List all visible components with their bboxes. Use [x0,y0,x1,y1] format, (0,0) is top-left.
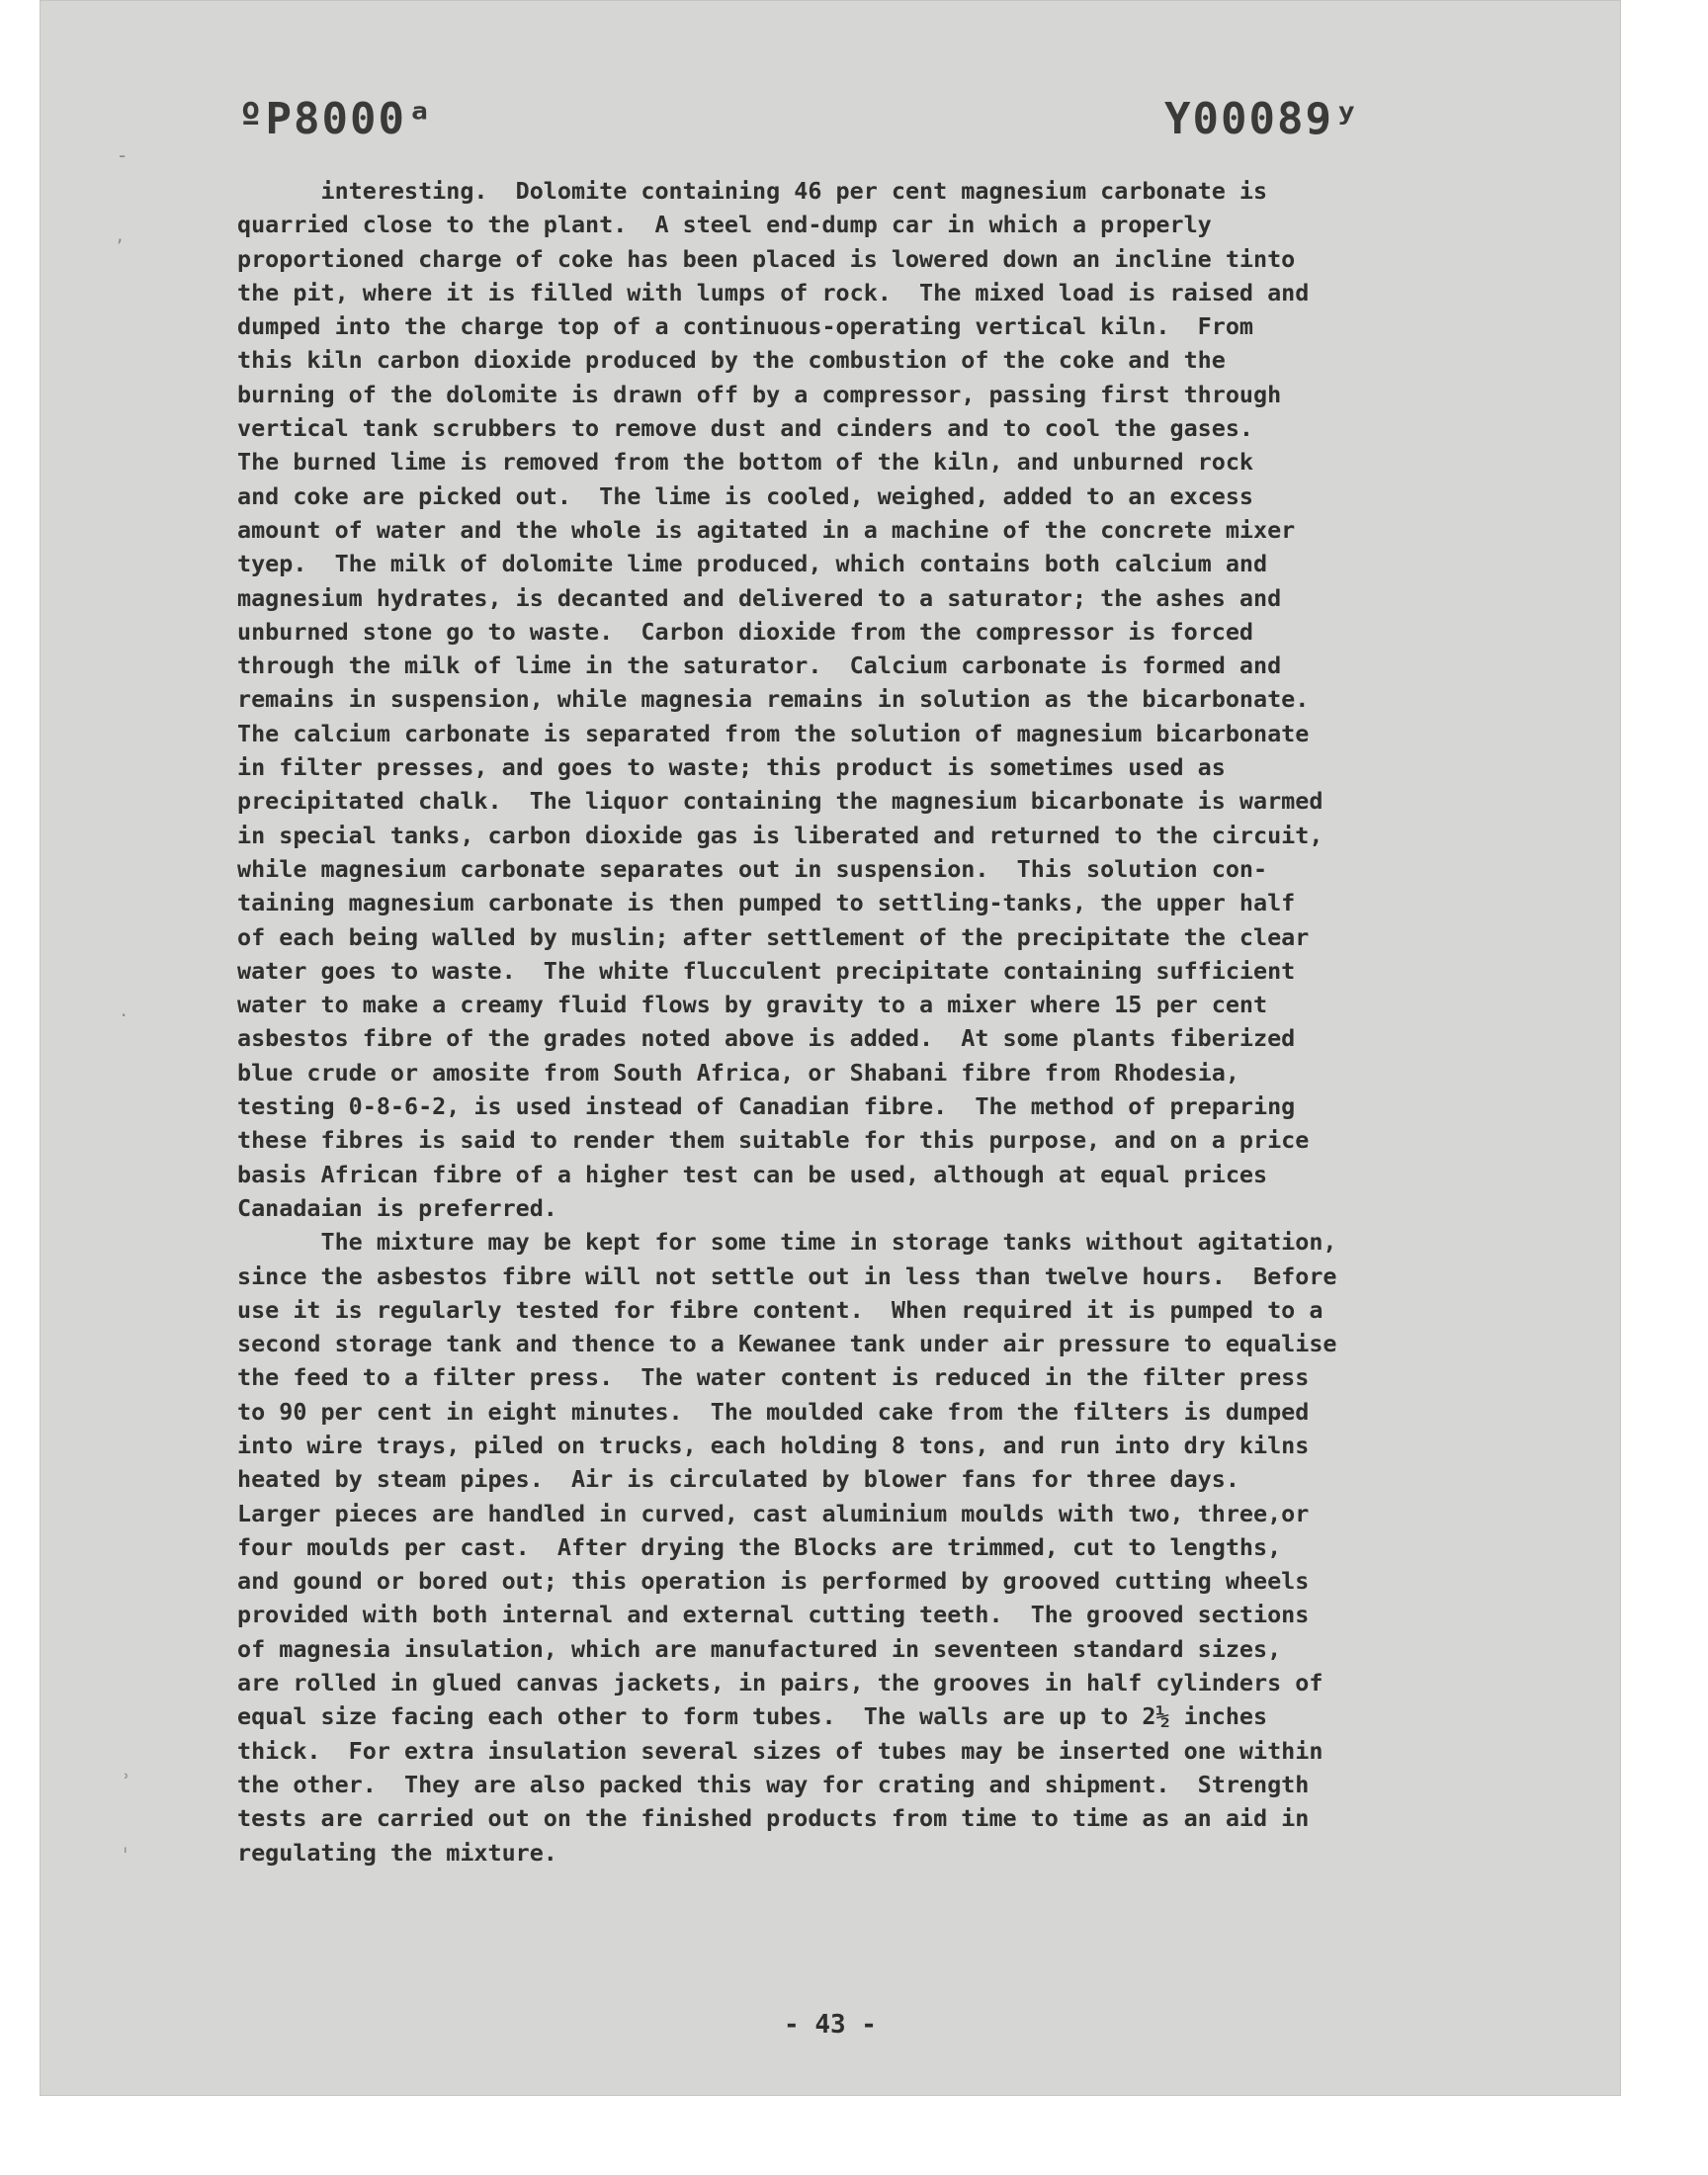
body-text [237,174,1601,1870]
document-id-right: Y00089ʸ [1164,94,1362,144]
text-line: equal size facing each other to form tubes. The walls are up to 2½ inches [237,1702,1268,1731]
page-number: - 43 - [784,2010,877,2040]
margin-mark: , [117,222,124,246]
text-line: the feed to a filter press. The water content is reduced in the filter press [237,1363,1310,1392]
document-page [40,0,1621,2096]
text-line: amount of water and the whole is agitated in a machine of the concrete mixer [237,515,1296,544]
text-line: tests are carried out on the finished products from time to time as an aid in [237,1804,1310,1833]
text-line: to 90 per cent in eight minutes. The moulded cake from the filters is dumped [237,1397,1310,1426]
text-line: interesting. Dolomite containing 46 per cent magnesium carbonate is [237,177,1268,205]
text-line: taining magnesium carbonate is then pumped to settling-tanks, the upper half [237,889,1296,917]
text-line: testing 0-8-6-2, is used instead of Canadian fibre. The method of preparing [237,1092,1296,1121]
text-line: are rolled in glued canvas jackets, in pairs, the grooves in half cylinders of [237,1669,1324,1697]
text-line: Larger pieces are handled in curved, cast aluminium moulds with two, three,or [237,1499,1310,1527]
text-line: asbestos fibre of the grades noted above is added. At some plants fiberized [237,1024,1296,1053]
text-line: water to make a creamy fluid flows by gravity to a mixer where 15 per cent [237,991,1268,1019]
text-line: four moulds per cast. After drying the Blocks are trimmed, cut to lengths, [237,1532,1282,1561]
text-line: of each being walled by muslin; after settlement of the precipitate the clear [237,922,1310,951]
text-line: blue crude or amosite from South Africa, or Shabani fibre from Rhodesia, [237,1058,1239,1087]
text-line: provided with both internal and external cutting teeth. The grooved sections [237,1601,1310,1629]
text-line: The burned lime is removed from the bottom of the kiln, and unburned rock [237,448,1254,477]
text-line: proportioned charge of coke has been placed is lowered down an incline tinto [237,244,1296,273]
text-line: since the asbestos fibre will not settle out in less than twelve hours. Before [237,1262,1337,1290]
text-line: water goes to waste. The white flucculent precipitate containing sufficient [237,956,1296,985]
text-line: and coke are picked out. The lime is cooled, weighed, added to an excess [237,481,1254,510]
text-line: basis African fibre of a higher test can be used, although at equal prices [237,1160,1268,1188]
margin-marks [40,0,130,2096]
text-line: The calcium carbonate is separated from the solution of magnesium bicarbonate [237,719,1310,747]
text-line: this kiln carbon dioxide produced by the combustion of the coke and the [237,346,1226,375]
margin-mark: ʾ [124,1770,130,1793]
text-line: into wire trays, piled on trucks, each holding 8 tons, and run into dry kilns [237,1431,1310,1459]
text-line: heated by steam pipes. Air is circulated by blower fans for three days. [237,1465,1239,1494]
text-line: precipitated chalk. The liquor containing the magnesium bicarbonate is warmed [237,787,1324,816]
text-line: burning of the dolomite is drawn off by a compressor, passing first through [237,380,1282,408]
document-id-left: ºP8000ᵃ [237,94,435,144]
text-line: in special tanks, carbon dioxide gas is liberated and returned to the circuit, [237,821,1324,849]
text-line: in filter presses, and goes to waste; this product is sometimes used as [237,753,1226,782]
text-line: the pit, where it is filled with lumps of rock. The mixed load is raised and [237,278,1310,306]
margin-mark: · [121,1003,128,1027]
text-line: these fibres is said to render them suitable for this purpose, and on a price [237,1126,1310,1155]
text-line: second storage tank and thence to a Kewanee tank under air pressure to equalise [237,1330,1337,1358]
text-line: tyep. The milk of dolomite lime produced, which contains both calcium and [237,550,1268,578]
text-line: remains in suspension, while magnesia remains in solution as the bicarbonate. [237,685,1310,714]
text-line: dumped into the charge top of a continuous-operating vertical kiln. From [237,312,1254,341]
text-line: magnesium hydrates, is decanted and delivered to a saturator; the ashes and [237,583,1282,612]
text-line: Canadaian is preferred. [237,1193,557,1222]
text-line: use it is regularly tested for fibre content. When required it is pumped to a [237,1295,1324,1324]
margin-mark: - [119,143,127,167]
margin-mark: ˈ [123,1844,128,1868]
text-line: the other. They are also packed this way for crating and shipment. Strength [237,1770,1310,1798]
text-line: The mixture may be kept for some time in storage tanks without agitation, [237,1228,1337,1257]
text-line: thick. For extra insulation several sizes of tubes may be inserted one within [237,1736,1324,1765]
text-line: vertical tank scrubbers to remove dust and cinders and to cool the gases. [237,414,1254,443]
text-line: quarried close to the plant. A steel end-dump car in which a properly [237,211,1212,239]
text-line: through the milk of lime in the saturator. Calcium carbonate is formed and [237,652,1282,680]
text-line: regulating the mixture. [237,1838,557,1867]
text-line: while magnesium carbonate separates out in suspension. This solution con- [237,854,1268,883]
text-line: and gound or bored out; this operation is performed by grooved cutting wheels [237,1567,1310,1596]
text-line: unburned stone go to waste. Carbon dioxide from the compressor is forced [237,617,1254,646]
text-line: of magnesia insulation, which are manufactured in seventeen standard sizes, [237,1634,1282,1663]
